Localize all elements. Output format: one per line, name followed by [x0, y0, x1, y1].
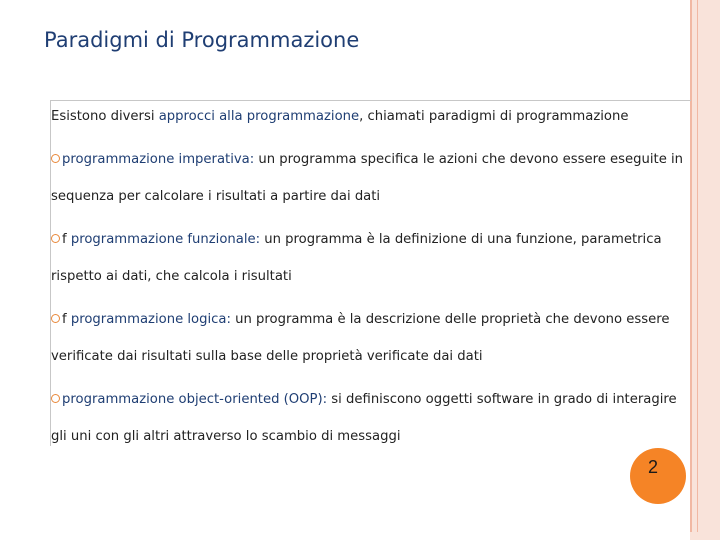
bullet-continuation: sequenza per calcolare i risultati a partire dai dati — [51, 189, 381, 204]
intro-text — [51, 108, 691, 126]
bullet-continuation: rispetto ai dati, che calcola i risultati — [51, 269, 292, 284]
bullet-description: un programma è la descrizione delle proprietà che devono essere — [230, 312, 670, 327]
bullet-prefix: f — [62, 232, 71, 247]
page-number-badge — [630, 448, 686, 504]
bullet-description: un programma è la definizione di una funzione, parametrica — [260, 232, 662, 247]
bullet-object-oriented — [51, 391, 691, 446]
decorative-border-line — [697, 0, 698, 540]
text-box — [50, 100, 691, 446]
bullet-description: si definiscono oggetti software in grado di interagire — [327, 392, 677, 407]
bullet-functional — [51, 231, 691, 286]
intro-pre: Esistono diversi — [51, 109, 159, 124]
bullet-term: programmazione object-oriented (OOP): — [62, 392, 328, 407]
bullet-term: programmazione funzionale: — [70, 232, 261, 247]
bullet-circle-icon — [51, 314, 60, 323]
bullet-description: un programma specifica le azioni che devono essere eseguite in — [254, 152, 684, 167]
intro-post: , chiamati paradigmi di programmazione — [359, 109, 629, 124]
bullet-circle-icon — [51, 234, 60, 243]
bullet-circle-icon — [51, 154, 60, 163]
bullet-prefix: f — [62, 312, 71, 327]
bullet-continuation: gli uni con gli altri attraverso lo scambio di messaggi — [51, 429, 401, 444]
bullet-term: programmazione imperativa: — [62, 152, 255, 167]
bullet-continuation: verificate dai risultati sulla base delle proprietà verificate dai dati — [51, 349, 483, 364]
page-number: 2 — [647, 456, 658, 477]
bullet-circle-icon — [51, 394, 60, 403]
slide-title: Paradigmi di Programmazione — [44, 28, 360, 52]
bullet-term: programmazione logica: — [70, 312, 231, 327]
bullet-imperative — [51, 151, 691, 206]
intro-highlight: approcci alla programmazione — [158, 109, 360, 124]
bullet-logic — [51, 311, 691, 366]
